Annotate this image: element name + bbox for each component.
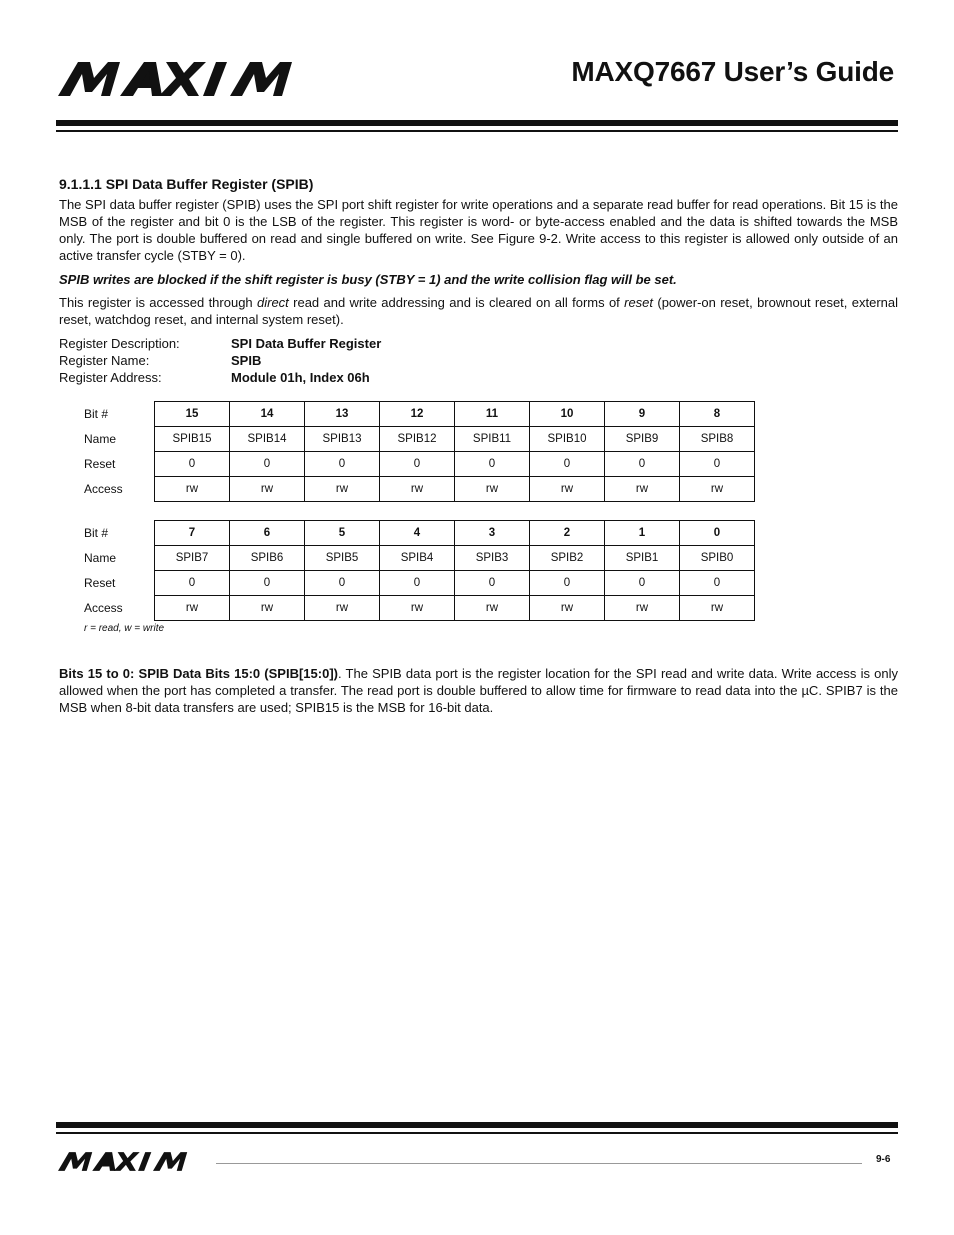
register-row-bit bbox=[84, 402, 755, 427]
access-type-cell: rw bbox=[305, 477, 380, 502]
reset-value-cell: 0 bbox=[455, 571, 530, 596]
bit-number-cell: 15 bbox=[155, 402, 230, 427]
register-row-reset bbox=[84, 571, 755, 596]
bit-name-cell: SPIB4 bbox=[380, 546, 455, 571]
reset-value-cell: 0 bbox=[380, 571, 455, 596]
bit-name-cell: SPIB9 bbox=[605, 427, 680, 452]
page-title: MAXQ7667 User’s Guide bbox=[571, 56, 894, 87]
register-row-reset bbox=[84, 452, 755, 477]
bits-description bbox=[59, 665, 898, 716]
header-rule-thin bbox=[56, 130, 898, 132]
bit-name-cell: SPIB0 bbox=[680, 546, 755, 571]
row-label-access: Access bbox=[84, 482, 123, 496]
register-row-name bbox=[84, 427, 755, 452]
access-type-cell: rw bbox=[380, 477, 455, 502]
register-row-name bbox=[84, 546, 755, 571]
bit-number-cell: 6 bbox=[230, 521, 305, 546]
reset-value-cell: 0 bbox=[530, 452, 605, 477]
bit-name-cell: SPIB3 bbox=[455, 546, 530, 571]
access-type-cell: rw bbox=[680, 596, 755, 621]
register-info bbox=[59, 335, 898, 386]
reset-value-cell: 0 bbox=[680, 571, 755, 596]
reset-value-cell: 0 bbox=[230, 452, 305, 477]
bit-name-cell: SPIB6 bbox=[230, 546, 305, 571]
bit-number-cell: 11 bbox=[455, 402, 530, 427]
warning-note: SPIB writes are blocked if the shift register is busy (STBY = 1) and the write collision flag will be set. bbox=[59, 272, 677, 287]
row-label-name: Name bbox=[84, 551, 117, 565]
bit-number-cell: 9 bbox=[605, 402, 680, 427]
access-text-c: (power-on reset, brownout reset, external reset, watchdog reset, and internal system reset). bbox=[59, 295, 898, 327]
row-label-reset: Reset bbox=[84, 576, 116, 590]
reset-value-cell: 0 bbox=[530, 571, 605, 596]
bit-number-cell: 10 bbox=[530, 402, 605, 427]
bit-number-cell: 7 bbox=[155, 521, 230, 546]
register-row-access bbox=[84, 477, 755, 502]
reset-value-cell: 0 bbox=[380, 452, 455, 477]
bit-number-cell: 1 bbox=[605, 521, 680, 546]
row-label-name: Name bbox=[84, 432, 117, 446]
footer-maxim-logo bbox=[58, 1152, 206, 1171]
reset-value-cell: 0 bbox=[155, 452, 230, 477]
access-text-b: read and write addressing and is cleared on all forms of bbox=[288, 295, 625, 310]
access-type-cell: rw bbox=[230, 477, 305, 502]
reset-value-cell: 0 bbox=[455, 452, 530, 477]
access-paragraph bbox=[59, 294, 898, 328]
reset-value-cell: 0 bbox=[605, 571, 680, 596]
access-type-cell: rw bbox=[605, 477, 680, 502]
bit-number-cell: 14 bbox=[230, 402, 305, 427]
register-table-low-byte bbox=[84, 520, 755, 621]
access-type-cell: rw bbox=[605, 596, 680, 621]
row-label-access: Access bbox=[84, 601, 123, 615]
bit-number-cell: 5 bbox=[305, 521, 380, 546]
bit-number-cell: 12 bbox=[380, 402, 455, 427]
bit-name-cell: SPIB12 bbox=[380, 427, 455, 452]
bit-name-cell: SPIB8 bbox=[680, 427, 755, 452]
access-type-cell: rw bbox=[455, 596, 530, 621]
register-name-label: Register Name: bbox=[59, 353, 150, 368]
bit-number-cell: 8 bbox=[680, 402, 755, 427]
register-table-high-byte bbox=[84, 401, 755, 502]
footer-rule bbox=[56, 1122, 898, 1128]
bit-name-cell: SPIB11 bbox=[455, 427, 530, 452]
access-type-cell: rw bbox=[680, 477, 755, 502]
section-heading: 9.1.1.1 SPI Data Buffer Register (SPIB) bbox=[59, 176, 314, 192]
bit-name-cell: SPIB2 bbox=[530, 546, 605, 571]
reset-value-cell: 0 bbox=[305, 452, 380, 477]
bit-number-cell: 13 bbox=[305, 402, 380, 427]
access-type-cell: rw bbox=[380, 596, 455, 621]
bit-number-cell: 2 bbox=[530, 521, 605, 546]
reset-value-cell: 0 bbox=[230, 571, 305, 596]
main-content bbox=[59, 176, 898, 386]
reset-value-cell: 0 bbox=[680, 452, 755, 477]
register-address-label: Register Address: bbox=[59, 370, 162, 385]
bit-name-cell: SPIB7 bbox=[155, 546, 230, 571]
footer-divider bbox=[216, 1163, 862, 1164]
bit-name-cell: SPIB14 bbox=[230, 427, 305, 452]
row-label-bit: Bit # bbox=[84, 407, 109, 421]
row-label-reset: Reset bbox=[84, 457, 116, 471]
access-type-cell: rw bbox=[455, 477, 530, 502]
reset-emphasis: reset bbox=[624, 295, 654, 310]
register-description-value: SPI Data Buffer Register bbox=[231, 336, 382, 351]
access-type-cell: rw bbox=[230, 596, 305, 621]
maxim-logo-graphic bbox=[58, 62, 326, 96]
access-type-cell: rw bbox=[305, 596, 380, 621]
bit-name-cell: SPIB13 bbox=[305, 427, 380, 452]
access-type-cell: rw bbox=[530, 477, 605, 502]
access-text-a: This register is accessed through bbox=[59, 295, 257, 310]
bit-name-cell: SPIB15 bbox=[155, 427, 230, 452]
bit-number-cell: 3 bbox=[455, 521, 530, 546]
intro-paragraph: The SPI data buffer register (SPIB) uses the SPI port shift register for write operations and a separate read buffer for read operations. Bit 15 is the MSB of the register and bit 0 is the LSB of the register. This register is word- or byte-access enabled and the data is shifted towards the MSB only. The port is double buffered on read and single buffered on write. See Figure 9-2. Write access to this register is allowed only outside of an active transfer cycle (STBY = 0). bbox=[59, 197, 898, 263]
reset-value-cell: 0 bbox=[155, 571, 230, 596]
bit-number-cell: 4 bbox=[380, 521, 455, 546]
register-address-value: Module 01h, Index 06h bbox=[231, 370, 370, 385]
access-type-cell: rw bbox=[155, 596, 230, 621]
bit-name-cell: SPIB5 bbox=[305, 546, 380, 571]
header-rule bbox=[56, 120, 898, 126]
bits-description-paragraph bbox=[59, 665, 898, 716]
access-type-cell: rw bbox=[530, 596, 605, 621]
bit-name-cell: SPIB10 bbox=[530, 427, 605, 452]
access-legend: r = read, w = write bbox=[84, 623, 165, 634]
direct-emphasis: direct bbox=[257, 295, 289, 310]
register-row-bit bbox=[84, 521, 755, 546]
footer-maxim-logo-graphic bbox=[58, 1152, 206, 1171]
row-label-bit: Bit # bbox=[84, 526, 109, 540]
register-row-access bbox=[84, 596, 755, 621]
bits-description-text: . The SPIB data port is the register location for the SPI read and write data. Write access is only allowed when the port has completed a transfer. The read port is double buffered to allow time for firmware to read data into the µC. SPIB7 is the MSB when 8-bit data transfers are used; SPIB15 is the MSB for 16-bit data. bbox=[59, 666, 898, 715]
maxim-logo bbox=[58, 62, 326, 96]
bit-name-cell: SPIB1 bbox=[605, 546, 680, 571]
register-description-label: Register Description: bbox=[59, 336, 180, 351]
register-name-value: SPIB bbox=[231, 353, 262, 368]
footer-rule-thin bbox=[56, 1132, 898, 1134]
page-number: 9-6 bbox=[876, 1154, 891, 1165]
bit-number-cell: 0 bbox=[680, 521, 755, 546]
reset-value-cell: 0 bbox=[305, 571, 380, 596]
reset-value-cell: 0 bbox=[605, 452, 680, 477]
access-type-cell: rw bbox=[155, 477, 230, 502]
bits-description-title: Bits 15 to 0: SPIB Data Bits 15:0 (SPIB[15:0]) bbox=[59, 666, 338, 681]
